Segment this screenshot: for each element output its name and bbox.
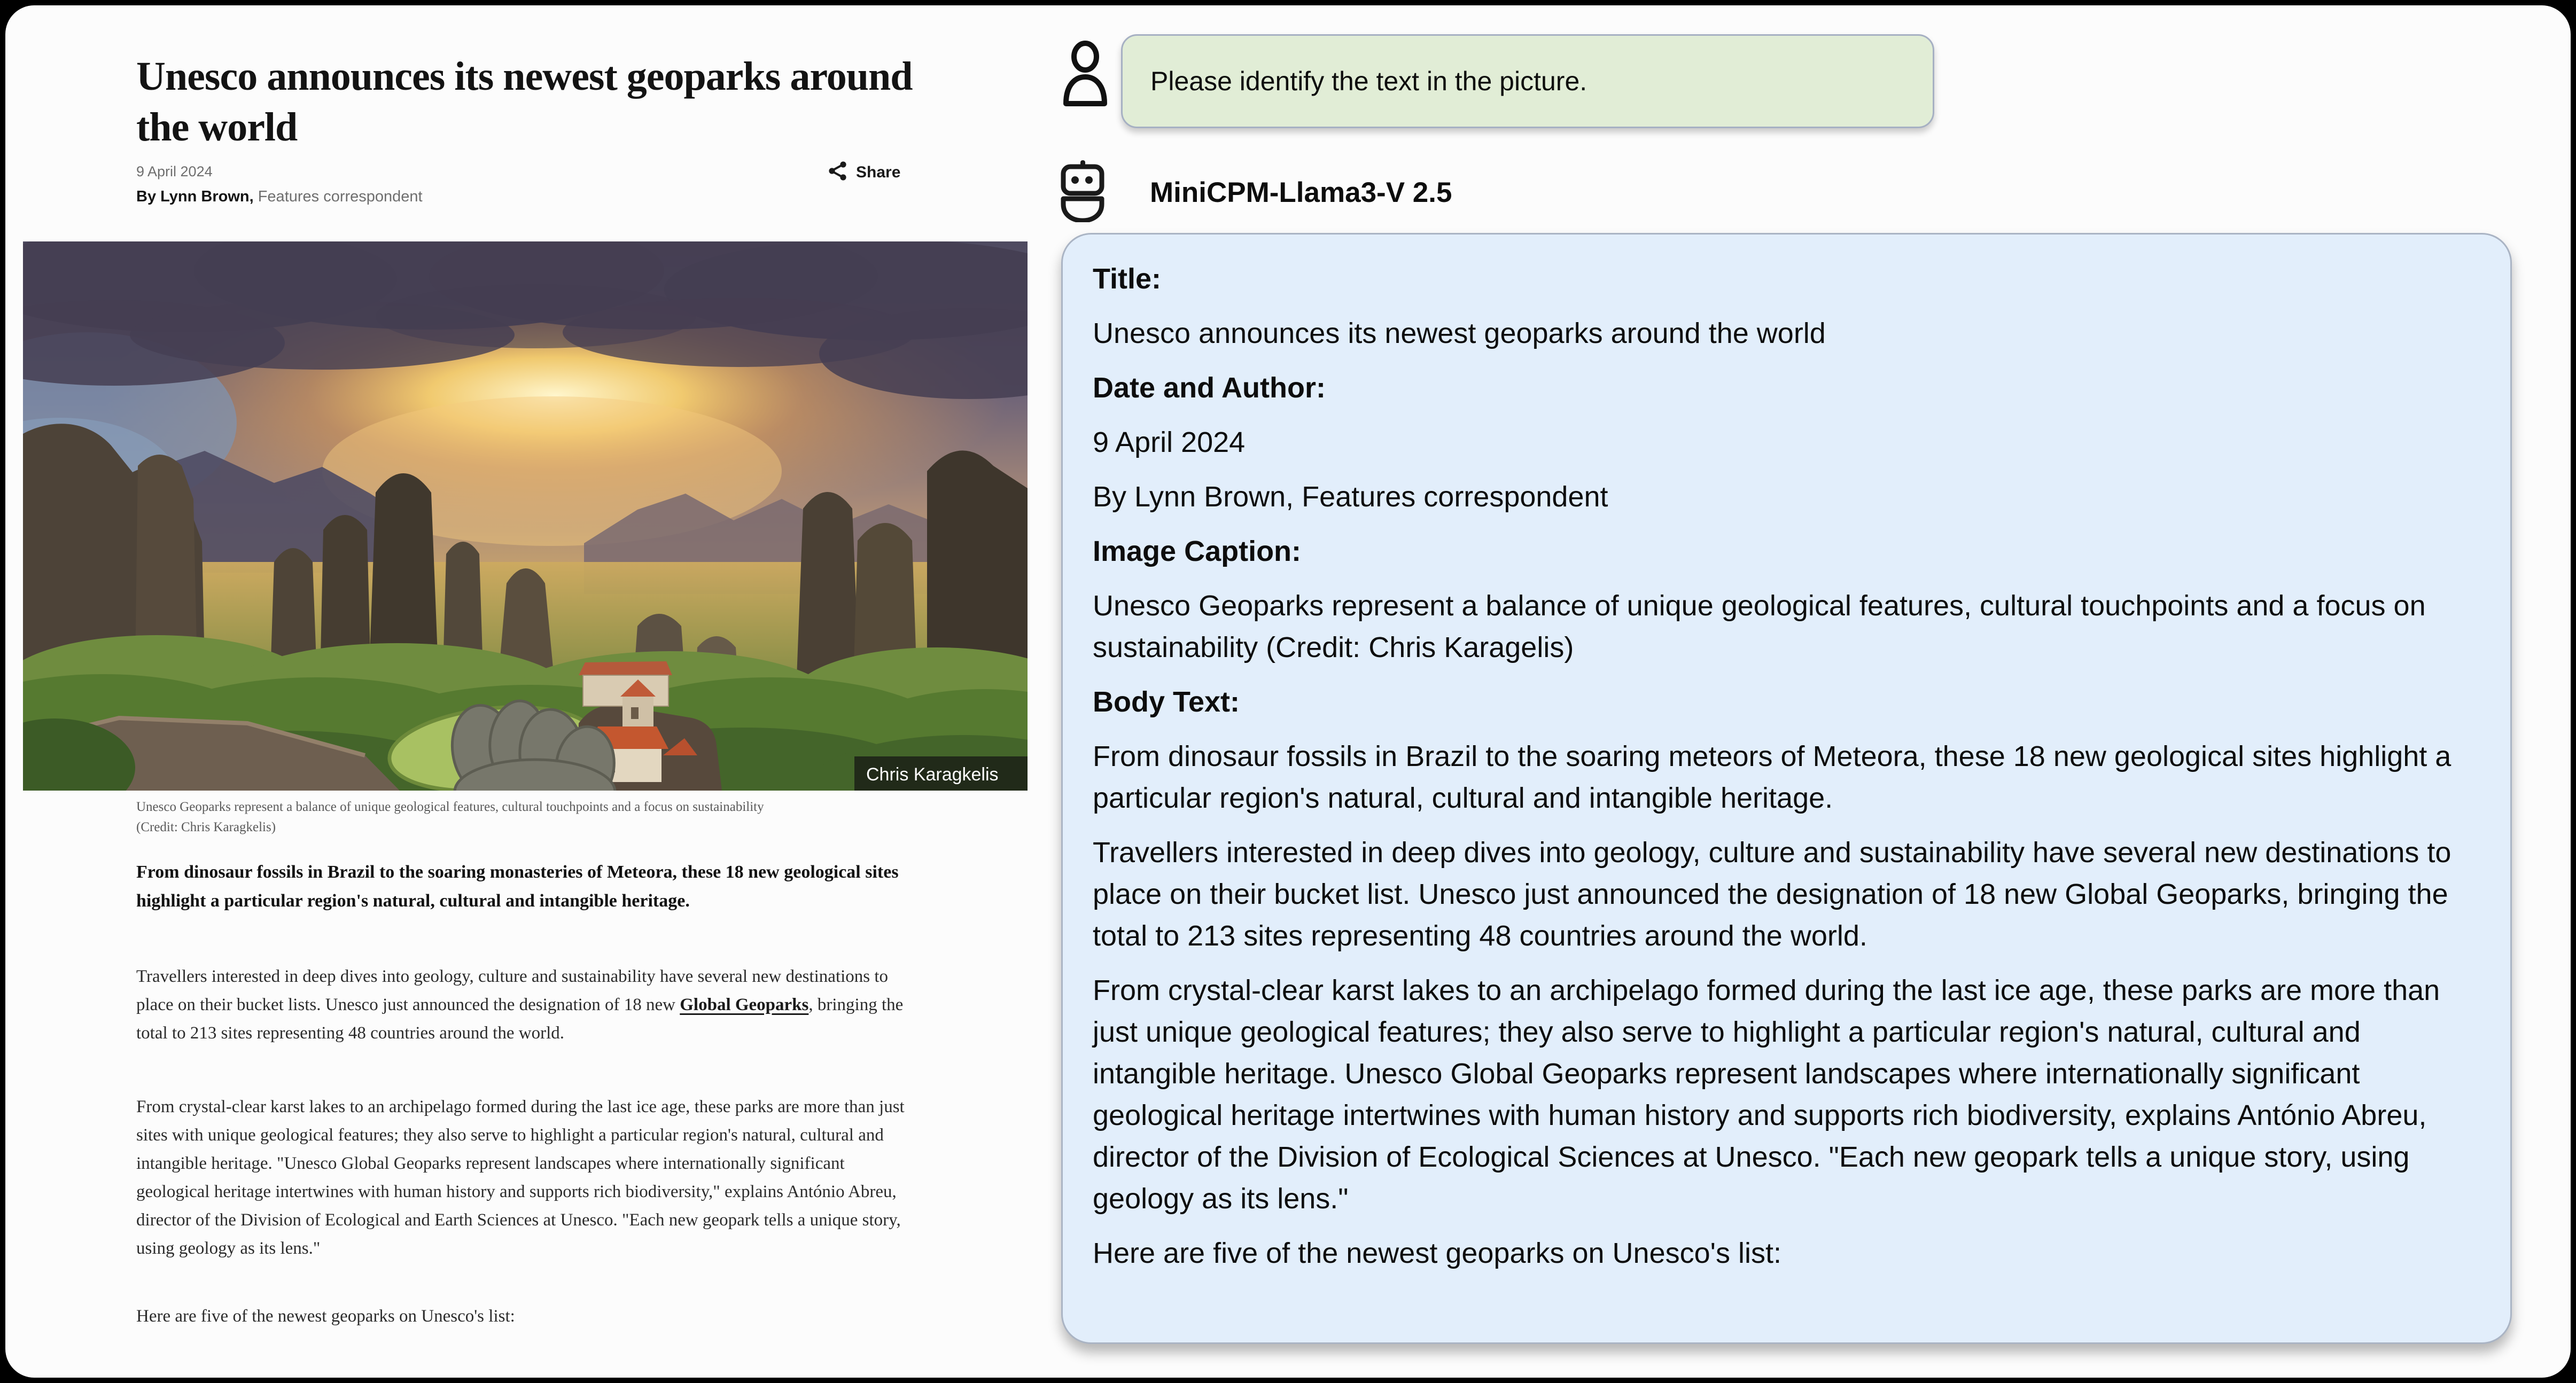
user-message-bubble xyxy=(1121,34,1934,128)
share-button[interactable] xyxy=(827,160,900,184)
article-paragraph-2: From crystal-clear karst lakes to an archipelago formed during the last ice age, these parks are more than just sites with unique geological features; they also serve to highlight a particular region's natural, cultural and intangible heritage. "Unesco Global Geoparks represent landscapes where internationally significant geological heritage intertwines with human history and supports rich biodiversity," explains António Abreu, director of the Division of Ecological and Earth Sciences at Unesco. "Each new geopark tells a unique story, using geology as its lens." xyxy=(136,1097,905,1258)
response-caption-text: Unesco Geoparks represent a balance of unique geological features, cultural touchpoints and a focus on sustainability (Credit: Chris Karagelis) xyxy=(1093,590,2426,663)
response-closing-text: Here are five of the newest geoparks on Unesco's list: xyxy=(1093,1237,1781,1269)
article-date: 9 April 2024 xyxy=(136,163,213,179)
response-date-author-heading: Date and Author: xyxy=(1093,372,1326,404)
article-paragraph-1 xyxy=(136,963,905,1048)
article-standfirst: From dinosaur fossils in Brazil to the soaring monasteries of Meteora, these 18 new geological sites highlight a particular region's natural, cultural and intangible heritage. xyxy=(136,862,899,911)
photo-caption-text: Unesco Geoparks represent a balance of unique geological features, cultural touchpoints and a focus on sustainability xyxy=(136,800,764,814)
robot-avatar-icon xyxy=(1058,159,1107,225)
global-geoparks-link[interactable]: Global Geoparks xyxy=(680,995,809,1014)
paragraph-1-text: Travellers interested in deep dives into geology, culture and sustainability have several new destinations to place on their bucket lists. Unesco just announced the designation of 18 new xyxy=(136,967,889,1014)
photo-watermark: Chris Karagkelis xyxy=(866,764,999,785)
response-date-text: 9 April 2024 xyxy=(1093,426,1246,458)
screenshot-frame xyxy=(5,5,2571,1378)
response-title-heading: Title: xyxy=(1093,263,1162,295)
response-title-text: Unesco announces its newest geoparks around the world xyxy=(1093,317,1826,349)
byline-author: By Lynn Brown, xyxy=(136,188,254,205)
stage xyxy=(5,5,2571,1378)
response-body-paragraph-1: From dinosaur fossils in Brazil to the soaring meteors of Meteora, these 18 new geological sites highlight a particular region's natural, cultural and intangible heritage. xyxy=(1093,740,2452,814)
paragraph-1-text-after: , bringing the total to 213 sites representing 48 countries around the world. xyxy=(136,995,904,1043)
response-body-paragraph-3: From crystal-clear karst lakes to an archipelago formed during the last ice age, these parks are more than just unique geological features; they also serve to highlight a particular region's natural, cultural and intangible heritage. Unesco Global Geoparks represent landscapes where internationally significant geological heritage intertwines with human history and supports rich biodiversity, explains António Abreu, director of the Division of Ecological Sciences at Unesco. "Each new geopark tells a unique story, using geology as its lens." xyxy=(1093,974,2440,1215)
article-title: Unesco announces its newest geoparks around the world xyxy=(136,54,913,150)
model-name: MiniCPM-Llama3-V 2.5 xyxy=(1150,177,1452,208)
response-body-heading: Body Text: xyxy=(1093,686,1240,718)
share-icon xyxy=(827,160,849,184)
photo-caption xyxy=(136,797,922,838)
user-avatar-icon xyxy=(1061,41,1110,112)
article-paragraph-3: Here are five of the newest geoparks on Unesco's list: xyxy=(136,1307,515,1326)
article-byline xyxy=(136,188,423,206)
model-response-bubble xyxy=(1061,233,2512,1344)
article-photo xyxy=(23,241,1028,791)
share-label: Share xyxy=(856,163,901,181)
response-body-paragraph-2: Travellers interested in deep dives into geology, culture and sustainability have several new destinations to place on their bucket list. Unesco just announced the designation of 18 new Global Geoparks, bringing the total to 213 sites representing 48 countries around the world. xyxy=(1093,837,2452,952)
response-caption-heading: Image Caption: xyxy=(1093,535,1302,567)
byline-role: Features correspondent xyxy=(258,188,423,205)
response-author-text: By Lynn Brown, Features correspondent xyxy=(1093,481,1608,513)
photo-caption-credit: (Credit: Chris Karagkelis) xyxy=(136,820,276,834)
user-message-text: Please identify the text in the picture. xyxy=(1150,66,1587,96)
